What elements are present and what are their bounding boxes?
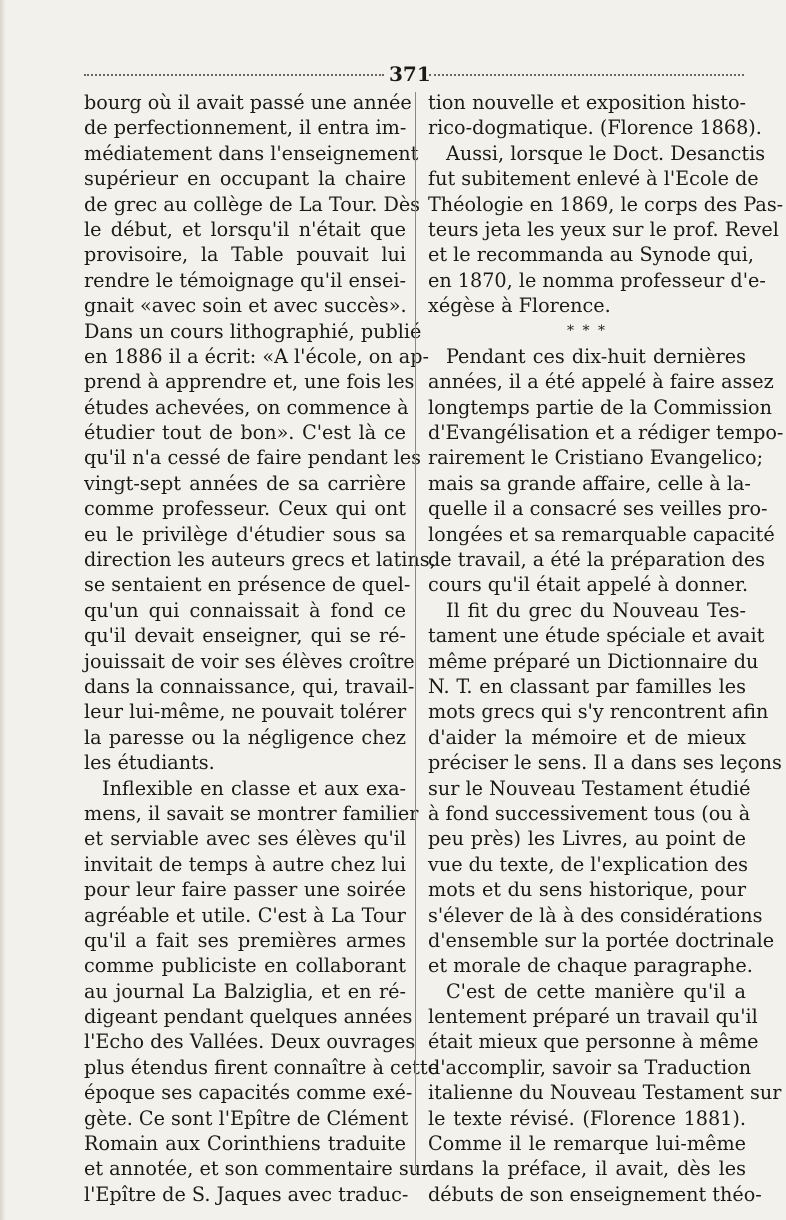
text-line: Aussi, lorsque le Doct. Desanctis <box>446 141 766 165</box>
text-line: comme professeur. Ceux qui ont <box>84 497 406 521</box>
text-line: qu'il n'a cessé de faire pendant les <box>84 446 421 470</box>
text-line: préciser le sens. Il a dans ses leçons <box>428 751 782 775</box>
text-line: dans la préface, il avait, dès les <box>428 1157 746 1181</box>
text-line: d'Evangélisation et a rédiger tempo- <box>428 421 784 445</box>
text-line: Il fit du grec du Nouveau Tes- <box>446 598 746 622</box>
header-rule-right <box>429 74 744 76</box>
text-line: digeant pendant quelques années <box>84 1005 413 1029</box>
text-line: Pendant ces dix-huit dernières <box>446 344 746 368</box>
text-line: le début, et lorsqu'il n'était que <box>84 217 406 241</box>
text-line: de perfectionnement, il entra im- <box>84 116 407 140</box>
text-line: fut subitement enlevé à l'Ecole de <box>428 167 759 191</box>
text-line: xégèse à Florence. <box>428 294 611 318</box>
text-line: de grec au collège de La Tour. Dès <box>84 192 421 216</box>
text-line: d'accomplir, savoir sa Traduction <box>428 1055 752 1079</box>
text-line: s'élever de là à des considérations <box>428 903 763 927</box>
page-number: 371 <box>389 62 431 86</box>
text-line: et morale de chaque paragraphe. <box>428 954 753 978</box>
text-line: et le recommanda au Synode qui, <box>428 243 754 267</box>
text-line: bourg où il avait passé une année <box>84 91 412 114</box>
text-line: qu'il a fait ses premières armes <box>84 928 406 952</box>
text-line: eu le privilège d'étudier sous sa <box>84 522 406 546</box>
text-line: plus étendus firent connaître à cette <box>84 1055 439 1079</box>
text-line: tament une étude spéciale et avait <box>428 624 765 648</box>
text-line: tion nouvelle et exposition histo- <box>428 91 746 114</box>
text-line: au journal La Balziglia, et en ré- <box>84 979 406 1003</box>
text-line: longées et sa remarquable capacité <box>428 522 775 546</box>
text-line: les étudiants. <box>84 751 215 775</box>
text-line: rico-dogmatique. (Florence 1868). <box>428 116 762 140</box>
text-line: quelle il a consacré ses veilles pro- <box>428 497 768 521</box>
text-line: la paresse ou la négligence chez <box>84 725 406 749</box>
text-line: agréable et utile. C'est à La Tour <box>84 903 406 927</box>
text-line: années, il a été appelé à faire assez <box>428 370 774 394</box>
page-header <box>84 60 744 90</box>
text-line: se sentaient en présence de quel- <box>84 573 411 597</box>
text-line: Comme il le remarque lui-même <box>428 1132 746 1156</box>
text-line: qu'un qui connaissait à fond ce <box>84 598 406 622</box>
text-line: peu près) les Livres, au point de <box>428 827 746 851</box>
text-line: Inflexible en classe et aux exa- <box>102 776 406 800</box>
text-line: invitait de temps à autre chez lui <box>84 852 406 876</box>
text-line: études achevées, on commence à <box>84 395 409 419</box>
text-line: vue du texte, de l'explication des <box>428 852 748 876</box>
text-line: Dans un cours lithographié, publié <box>84 319 422 343</box>
text-line: l'Epître de S. Jaques avec traduc- <box>84 1182 409 1206</box>
text-line: en 1886 il a écrit: «A l'école, on ap- <box>84 344 430 368</box>
section-separator-stars: * * * <box>567 322 607 339</box>
text-line: médiatement dans l'enseignement <box>84 141 419 165</box>
text-line: jouissait de voir ses élèves croître <box>84 649 415 673</box>
text-line: dans la connaissance, qui, travail- <box>84 674 415 698</box>
text-line: Romain aux Corinthiens traduite <box>84 1132 406 1156</box>
text-line: gète. Ce sont l'Epître de Clément <box>84 1106 409 1130</box>
text-line: même préparé un Dictionnaire du <box>428 649 759 673</box>
text-line: rendre le témoignage qu'il ensei- <box>84 268 406 292</box>
text-line: qu'il devait enseigner, qui se ré- <box>84 624 406 648</box>
header-rule-left <box>84 74 384 76</box>
page-edge-shadow <box>0 0 6 1220</box>
text-line: vingt-sept années de sa carrière <box>84 471 406 495</box>
text-line: lentement préparé un travail qu'il <box>428 1005 758 1029</box>
text-line: à fond successivement tous (ou à <box>428 801 751 825</box>
text-line: de travail, a été la préparation des <box>428 548 766 572</box>
text-line: supérieur en occupant la chaire <box>84 167 406 191</box>
text-line: mots grecs qui s'y rencontrent afin <box>428 700 769 724</box>
column-divider <box>415 92 416 1172</box>
text-line: mots et du sens historique, pour <box>428 878 746 902</box>
text-line: direction les auteurs grecs et latins, <box>84 548 436 572</box>
text-line: l'Echo des Vallées. Deux ouvrages <box>84 1030 416 1054</box>
text-line: teurs jeta les yeux sur le prof. Revel <box>428 217 779 241</box>
text-line: d'aider la mémoire et de mieux <box>428 725 746 749</box>
text-line: débuts de son enseignement théo- <box>428 1182 762 1206</box>
left-column <box>84 90 439 1207</box>
text-line: provisoire, la Table pouvait lui <box>84 243 406 267</box>
text-line: cours qu'il était appelé à donner. <box>428 573 749 597</box>
text-line: rairement le Cristiano Evangelico; <box>428 446 764 470</box>
text-line: C'est de cette manière qu'il a <box>446 979 746 1003</box>
text-line: en 1870, le nomma professeur d'e- <box>428 268 766 292</box>
text-line: gnait «avec soin et avec succès». <box>84 294 407 318</box>
text-line: époque ses capacités comme exé- <box>84 1081 413 1105</box>
text-line: étudier tout de bon». C'est là ce <box>84 421 406 445</box>
text-line: pour leur faire passer une soirée <box>84 878 406 902</box>
text-line: leur lui-même, ne pouvait tolérer <box>84 700 407 724</box>
text-line: le texte révisé. (Florence 1881). <box>428 1106 746 1130</box>
right-column <box>428 90 784 1207</box>
text-line: prend à apprendre et, une fois les <box>84 370 415 394</box>
text-line: italienne du Nouveau Testament sur <box>428 1081 782 1105</box>
text-line: longtemps partie de la Commission <box>428 395 772 419</box>
text-line: était mieux que personne à même <box>428 1030 759 1054</box>
text-line: et annotée, et son commentaire sur <box>84 1157 431 1181</box>
text-line: N. T. en classant par familles les <box>428 674 746 698</box>
text-line: d'ensemble sur la portée doctrinale <box>428 928 775 952</box>
text-line: Théologie en 1869, le corps des Pas- <box>428 192 784 216</box>
text-line: et serviable avec ses élèves qu'il <box>84 827 406 851</box>
text-line: mais sa grande affaire, celle à la- <box>428 471 751 495</box>
text-line: comme publiciste en collaborant <box>84 954 406 978</box>
text-line: sur le Nouveau Testament étudié <box>428 776 751 800</box>
text-line: mens, il savait se montrer familier <box>84 801 419 825</box>
